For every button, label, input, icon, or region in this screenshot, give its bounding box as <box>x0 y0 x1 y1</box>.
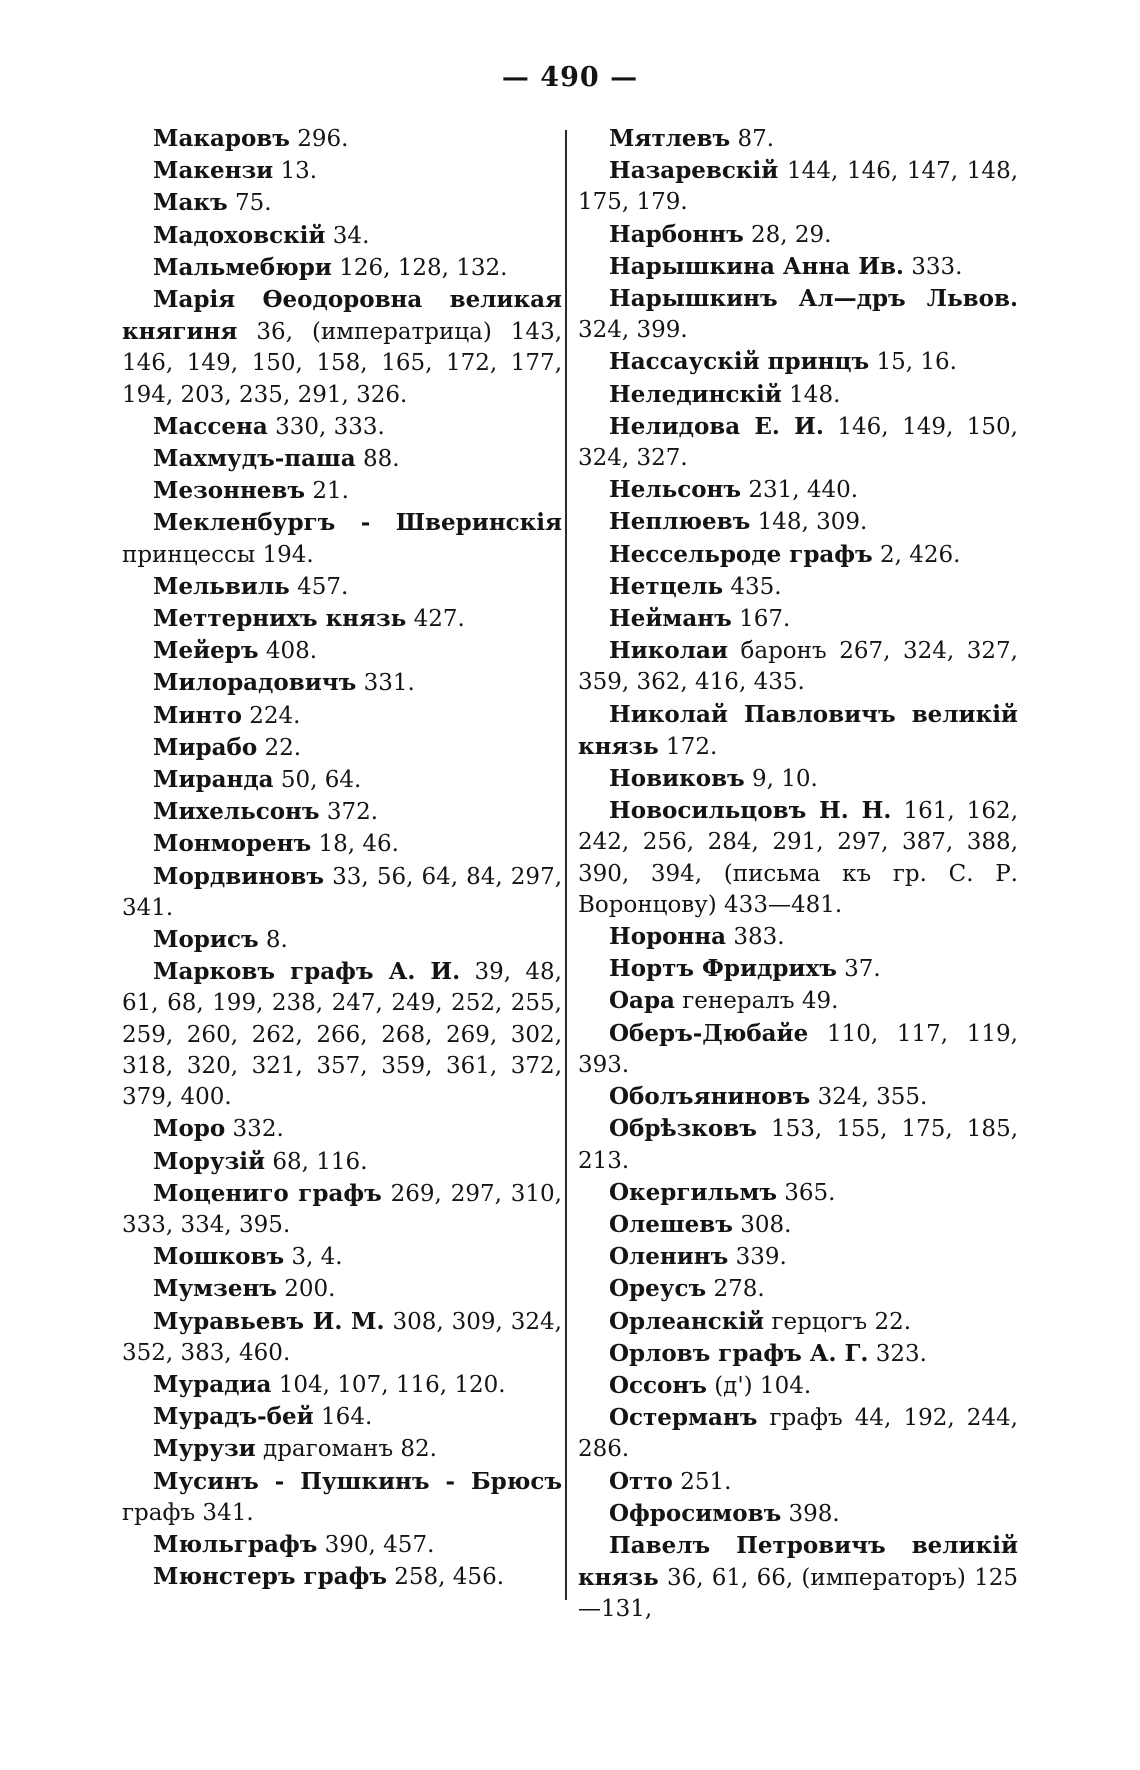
entry-page-refs: 390, 457. <box>324 1531 435 1558</box>
index-entry <box>578 1370 1018 1402</box>
entry-page-refs: 398. <box>788 1500 840 1527</box>
index-entry <box>578 506 1018 538</box>
entry-name: Оберъ-Дюбайе <box>609 1019 809 1047</box>
index-entry <box>578 1081 1018 1113</box>
entry-page-refs: 33, 56, 64, 84, 297, 341. <box>122 863 563 921</box>
index-entry <box>122 443 562 475</box>
entry-page-refs: графъ 341. <box>122 1499 254 1526</box>
index-entry <box>578 1177 1018 1209</box>
entry-page-refs: 144, 146, 147, 148, 175, 179. <box>578 158 1019 216</box>
index-entry <box>122 252 562 284</box>
entry-name: Моцениго графъ <box>153 1179 382 1207</box>
entry-page-refs: 258, 456. <box>394 1564 505 1591</box>
index-entry <box>578 1209 1018 1241</box>
index-entry <box>122 603 562 635</box>
index-entry <box>578 219 1018 251</box>
index-entry <box>122 220 562 252</box>
entry-page-refs: 104, 107, 116, 120. <box>278 1371 506 1398</box>
entry-page-refs: 50, 64. <box>280 767 362 794</box>
entry-name: Мезонневъ <box>153 477 306 505</box>
entry-name: Николай Павловичъ великій князь <box>578 700 1018 760</box>
entry-name: Мурузи <box>153 1435 256 1463</box>
entry-name: Миранда <box>153 766 274 794</box>
index-entry <box>122 635 562 667</box>
index-entry <box>578 1273 1018 1305</box>
index-entry <box>122 1113 562 1145</box>
entry-name: Нассаускій принцъ <box>609 348 870 376</box>
index-entry <box>122 1273 562 1305</box>
entry-name: Марія Өеодоровна великая княгиня <box>122 286 562 346</box>
entry-page-refs: 251. <box>680 1468 732 1495</box>
entry-page-refs: 332. <box>232 1116 284 1143</box>
index-entry <box>578 1338 1018 1370</box>
index-entry <box>122 1401 562 1433</box>
index-entry <box>578 795 1018 921</box>
entry-name: Мурадъ-бей <box>153 1403 314 1431</box>
entry-page-refs: баронъ 267, 324, 327, 359, 362, 416, 435. <box>578 638 1018 696</box>
entry-name: Морисъ <box>153 926 259 954</box>
entry-page-refs: 333. <box>911 253 963 280</box>
entry-name: Новосильцовъ Н. Н. <box>609 797 892 825</box>
entry-page-refs: 408. <box>265 638 318 665</box>
entry-name: Моро <box>153 1115 226 1143</box>
entry-name: Минто <box>153 701 242 729</box>
entry-page-refs: 9, 10. <box>752 766 818 793</box>
index-entry <box>578 603 1018 635</box>
index-entry <box>122 796 562 828</box>
index-entry <box>578 411 1018 474</box>
entry-page-refs: 2, 426. <box>880 541 961 568</box>
entry-page-refs: 330, 333. <box>275 413 385 440</box>
entry-name: Назаревскій <box>609 157 779 185</box>
index-entry <box>578 699 1018 763</box>
index-entry <box>578 1402 1018 1465</box>
index-entry <box>122 187 562 219</box>
entry-page-refs: 36, (императрица) 143, 146, 149, 150, 158, 165, 172, 177, 194, 203, 235, 291, 326. <box>122 319 563 408</box>
entry-page-refs: 68, 116. <box>272 1148 368 1175</box>
index-entry <box>578 1241 1018 1273</box>
index-entry <box>578 763 1018 795</box>
entry-page-refs: 110, 117, 119, 393. <box>578 1020 1018 1078</box>
index-entry <box>578 155 1018 218</box>
index-entry <box>122 1561 562 1593</box>
entry-name: Массена <box>153 412 268 440</box>
entry-page-refs: 28, 29. <box>751 221 832 248</box>
entry-page-refs: 167. <box>739 606 791 633</box>
entry-page-refs: 8. <box>265 927 288 954</box>
entry-page-refs: 88. <box>362 446 400 473</box>
entry-name: Павелъ Петровичъ великій князь <box>578 1531 1018 1592</box>
index-entry <box>122 732 562 764</box>
entry-page-refs: 372. <box>326 799 379 826</box>
entry-name: Мусинъ - Пушкинъ - Брюсъ <box>153 1467 562 1495</box>
entry-name: Монморенъ <box>153 830 312 858</box>
entry-page-refs: 324, 355. <box>817 1084 928 1111</box>
entry-page-refs: 153, 155, 175, 185, 213. <box>578 1116 1019 1174</box>
index-entry <box>122 1306 562 1369</box>
entry-page-refs: 172. <box>666 733 718 760</box>
entry-page-refs: 34. <box>332 222 370 249</box>
index-entry <box>122 1178 562 1241</box>
entry-name: Мумзенъ <box>153 1275 277 1303</box>
index-entry <box>578 346 1018 378</box>
entry-name: Нельсонъ <box>609 476 742 504</box>
entry-page-refs: 427. <box>413 606 465 633</box>
entry-page-refs: 365. <box>784 1179 836 1206</box>
entry-name: Меттернихъ князь <box>153 605 407 633</box>
entry-name: Орловъ графъ А. Г. <box>609 1339 869 1367</box>
index-entry <box>122 764 562 796</box>
entry-page-refs: 148. <box>789 381 841 408</box>
index-entry <box>578 1018 1018 1081</box>
entry-name: Нейманъ <box>609 605 732 633</box>
entry-page-refs: 36, 61, 66, (императоръ) 125—131, <box>578 1565 1018 1623</box>
entry-page-refs: 457. <box>297 573 349 600</box>
entry-name: Мальмебюри <box>153 253 332 281</box>
entry-name: Морузій <box>153 1147 266 1175</box>
entry-name: Офросимовъ <box>609 1499 782 1527</box>
index-entry <box>122 861 562 924</box>
page-number: — 490 — <box>501 62 639 93</box>
index-entry <box>578 1306 1018 1338</box>
entry-page-refs: 331. <box>363 670 415 697</box>
entry-page-refs: герцогъ 22. <box>771 1308 912 1335</box>
entry-page-refs: 3, 4. <box>291 1244 343 1271</box>
entry-page-refs: 39, 48, 61, 68, 199, 238, 247, 249, 252, 255, 259, 260, 262, 266, 268, 269, 302, 318, 320, 321, 357, 359, 361, 372, 379, 400. <box>122 959 562 1111</box>
entry-name: Нарбоннъ <box>609 220 744 248</box>
entry-page-refs: 87. <box>737 126 775 152</box>
index-entry <box>578 635 1018 698</box>
entry-page-refs: 308. <box>740 1211 792 1238</box>
entry-page-refs: генералъ 49. <box>682 988 839 1015</box>
entry-name: Отто <box>609 1467 673 1495</box>
index-entry <box>122 155 562 187</box>
entry-page-refs: 323. <box>875 1340 927 1367</box>
entry-name: Олешевъ <box>609 1210 733 1238</box>
entry-name: Мурадиа <box>153 1370 272 1398</box>
entry-name: Орлеанскій <box>609 1307 765 1335</box>
index-entry <box>122 507 562 570</box>
entry-name: Мирабо <box>153 733 258 761</box>
entry-page-refs: 126, 128, 132. <box>339 254 508 281</box>
index-entry <box>578 1498 1018 1530</box>
index-entry <box>122 667 562 699</box>
entry-name: Мельвиль <box>153 572 290 600</box>
entry-page-refs: 18, 46. <box>318 831 399 858</box>
index-entry <box>578 379 1018 411</box>
index-entry <box>578 251 1018 283</box>
index-entry <box>578 1530 1018 1626</box>
entry-page-refs: принцессы 194. <box>122 541 314 568</box>
entry-name: Нессельроде графъ <box>609 540 873 568</box>
entry-page-refs: графъ 44, 192, 244, 286. <box>578 1405 1018 1463</box>
entry-name: Мордвиновъ <box>153 862 325 890</box>
index-entry <box>122 1433 562 1465</box>
entry-name: Оболъяниновъ <box>609 1083 811 1111</box>
entry-page-refs: 13. <box>280 158 318 185</box>
entry-page-refs: 339. <box>735 1244 787 1271</box>
entry-name: Нортъ Фридрихъ <box>609 955 837 983</box>
entry-name: Оара <box>609 987 675 1015</box>
entry-page-refs: 22. <box>264 734 302 761</box>
index-entry <box>578 283 1018 346</box>
entry-name: Нарышкинъ Ал—дръ Львов. <box>609 285 1018 313</box>
entry-page-refs: 15, 16. <box>876 349 957 376</box>
entry-name: Мошковъ <box>153 1243 285 1271</box>
entry-page-refs: 75. <box>234 190 272 217</box>
entry-name: Новиковъ <box>609 765 745 793</box>
entry-name: Мекленбургъ - Шверинскія <box>153 509 562 537</box>
entry-page-refs: 37. <box>844 956 881 983</box>
entry-page-refs: 278. <box>713 1276 765 1303</box>
entry-name: Нарышкина Анна Ив. <box>609 252 904 280</box>
index-entry <box>122 1466 562 1529</box>
entry-name: Макаровъ <box>153 125 290 152</box>
entry-page-refs: 324, 399. <box>578 317 688 344</box>
index-entry <box>578 539 1018 571</box>
entry-name: Нелединскій <box>609 380 782 408</box>
index-entry <box>122 1146 562 1178</box>
entry-page-refs: 435. <box>730 573 782 600</box>
index-entry <box>578 1113 1018 1176</box>
entry-page-refs: (д') 104. <box>714 1372 812 1399</box>
index-entry <box>122 1241 562 1273</box>
entry-page-refs: 200. <box>284 1276 336 1303</box>
index-entry <box>578 1466 1018 1498</box>
entry-name: Ореусъ <box>609 1275 707 1303</box>
entry-name: Нетцель <box>609 572 724 600</box>
index-entry <box>122 1529 562 1561</box>
index-entry <box>578 985 1018 1017</box>
index-entry <box>122 571 562 603</box>
entry-name: Мюльграфъ <box>153 1530 318 1558</box>
index-entry <box>122 956 562 1113</box>
entry-page-refs: 231, 440. <box>748 477 859 504</box>
entry-name: Неплюевъ <box>609 508 751 536</box>
entry-name: Милорадовичъ <box>153 669 357 697</box>
index-entry <box>122 924 562 956</box>
index-entry <box>578 571 1018 603</box>
entry-name: Обрѣзковъ <box>609 1115 757 1143</box>
column-divider <box>565 130 567 1600</box>
index-entry <box>122 475 562 507</box>
entry-name: Махмудъ-паша <box>153 445 356 473</box>
entry-page-refs: 269, 297, 310, 333, 334, 395. <box>122 1180 562 1238</box>
index-entry <box>122 828 562 860</box>
entry-name: Мюнстеръ графъ <box>153 1563 387 1591</box>
entry-name: Мейеръ <box>153 637 259 665</box>
entry-name: Окергильмъ <box>609 1178 777 1206</box>
entry-name: Мадоховскій <box>153 221 326 249</box>
index-entry <box>122 1369 562 1401</box>
index-entry <box>122 123 562 155</box>
entry-name: Нелидова Е. И. <box>609 412 824 440</box>
index-entry <box>578 953 1018 985</box>
index-entry <box>578 921 1018 953</box>
entry-name: Норонна <box>609 923 727 951</box>
entry-name: Николаи <box>609 637 728 665</box>
entry-page-refs: 148, 309. <box>757 509 868 536</box>
entry-page-refs: 383. <box>733 924 785 951</box>
entry-name: Макъ <box>153 189 228 217</box>
index-entry <box>122 284 562 411</box>
entry-name: Оссонъ <box>609 1371 707 1399</box>
entry-name: Оленинъ <box>609 1243 729 1271</box>
entry-name: Михельсонъ <box>153 798 320 826</box>
left-index-column <box>122 123 562 1593</box>
entry-name: Марковъ графъ А. И. <box>153 958 461 986</box>
index-entry <box>578 123 1018 155</box>
entry-name: Мятлевъ <box>609 125 731 152</box>
entry-name: Муравьевъ И. М. <box>153 1307 385 1335</box>
index-entry <box>578 474 1018 506</box>
index-entry <box>122 411 562 443</box>
entry-name: Остерманъ <box>609 1404 758 1432</box>
entry-page-refs: 224. <box>249 702 301 729</box>
entry-name: Макензи <box>153 157 274 185</box>
entry-page-refs: 21. <box>312 478 349 505</box>
index-entry <box>122 700 562 732</box>
entry-page-refs: 308, 309, 324, 352, 383, 460. <box>122 1308 562 1366</box>
entry-page-refs: драгоманъ 82. <box>263 1436 437 1463</box>
entry-page-refs: 296. <box>297 126 349 152</box>
entry-page-refs: 164. <box>321 1404 373 1431</box>
right-index-column <box>578 123 1018 1626</box>
entry-page-refs: 161, 162, 242, 256, 284, 291, 297, 387, 388, 390, 394, (письма къ гр. С. Р. Воронцову) 433—481. <box>578 798 1019 918</box>
entry-page-refs: 146, 149, 150, 324, 327. <box>578 413 1018 472</box>
